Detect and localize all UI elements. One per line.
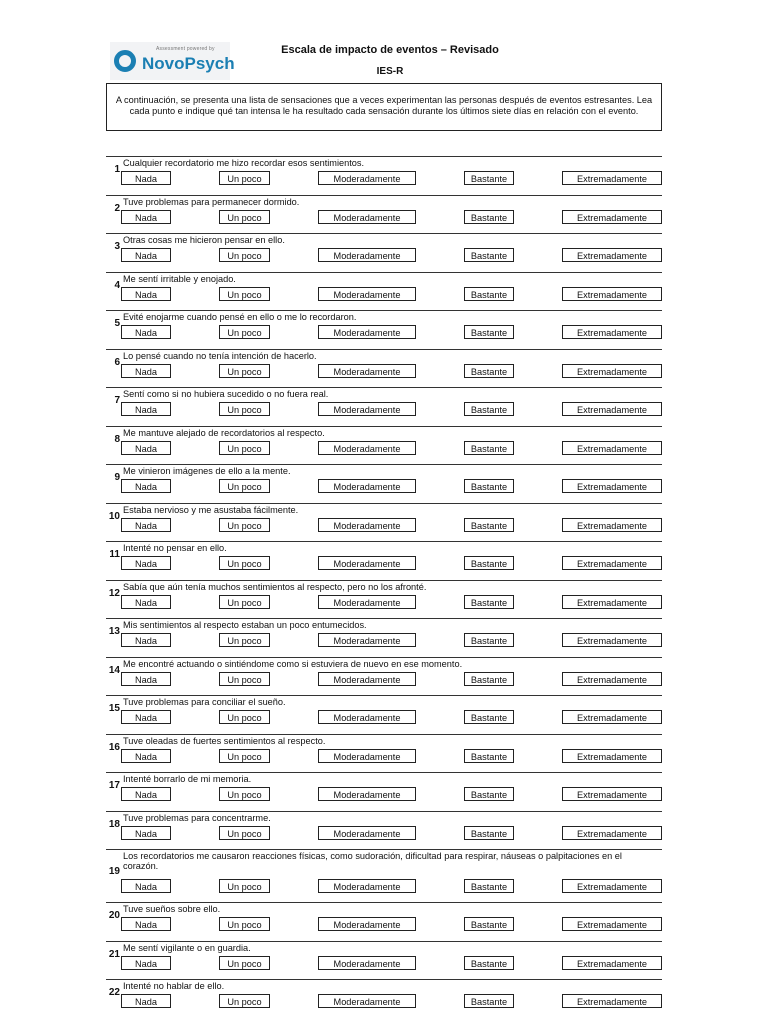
answer-option[interactable]: Moderadamente	[318, 956, 416, 970]
answer-option[interactable]: Un poco	[219, 633, 270, 647]
question-row	[106, 464, 662, 503]
question-text: Tuve problemas para concentrarme.	[123, 812, 271, 823]
answer-option[interactable]: Extremadamente	[562, 749, 662, 763]
answer-option[interactable]: Extremadamente	[562, 479, 662, 493]
answer-option[interactable]: Nada	[121, 994, 171, 1008]
question-row	[106, 811, 662, 850]
answer-option[interactable]: Nada	[121, 248, 171, 262]
answer-option[interactable]: Nada	[121, 287, 171, 301]
answer-option[interactable]: Un poco	[219, 287, 270, 301]
answer-option[interactable]: Extremadamente	[562, 248, 662, 262]
answer-option[interactable]: Bastante	[464, 826, 514, 840]
answer-option[interactable]: Un poco	[219, 749, 270, 763]
answer-option[interactable]: Extremadamente	[562, 917, 662, 931]
question-row	[106, 902, 662, 941]
question-row	[106, 849, 662, 902]
question-row	[106, 618, 662, 657]
question-text: Intenté no pensar en ello.	[123, 543, 227, 553]
answer-option[interactable]: Moderadamente	[318, 879, 416, 893]
question-text: Me sentí vigilante o en guardia.	[123, 942, 251, 953]
question-text: Tuve sueños sobre ello.	[123, 904, 221, 914]
answer-option[interactable]: Moderadamente	[318, 287, 416, 301]
answer-option[interactable]: Un poco	[219, 518, 270, 532]
question-row	[106, 772, 662, 811]
question-text: Tuve oleadas de fuertes sentimientos al respecto.	[123, 735, 326, 746]
question-row	[106, 272, 662, 311]
page-subtitle: IES-R	[376, 66, 404, 77]
question-row	[106, 387, 662, 426]
answer-option[interactable]: Nada	[121, 879, 171, 893]
answer-option[interactable]: Bastante	[464, 210, 514, 224]
answer-option[interactable]: Moderadamente	[318, 672, 416, 686]
answer-option[interactable]: Extremadamente	[562, 633, 662, 647]
answer-option[interactable]: Un poco	[219, 556, 270, 570]
answer-option[interactable]: Extremadamente	[562, 956, 662, 970]
question-text: Intenté no hablar de ello.	[123, 981, 225, 991]
question-row	[106, 310, 662, 349]
answer-option[interactable]: Moderadamente	[318, 749, 416, 763]
answer-option[interactable]: Nada	[121, 917, 171, 931]
logo-powered-text: Assessment powered by	[156, 46, 215, 52]
question-number: 20	[108, 910, 120, 921]
answer-option[interactable]: Moderadamente	[318, 826, 416, 840]
instructions-box: A continuación, se presenta una lista de sensaciones que a veces experimentan las personas después de eventos estresantes. Lea cada punto e indique qué tan intensa le ha resultado cada sensación durante los últimos siete días en relación con el evento.	[106, 83, 662, 131]
answer-option[interactable]: Moderadamente	[318, 171, 416, 185]
question-number: 16	[108, 741, 120, 753]
answer-option[interactable]: Un poco	[219, 325, 270, 339]
answer-option[interactable]: Extremadamente	[562, 518, 662, 532]
question-row	[106, 734, 662, 773]
question-text: Me sentí irritable y enojado.	[123, 273, 236, 284]
answer-option[interactable]: Nada	[121, 556, 171, 570]
answer-option[interactable]: Moderadamente	[318, 518, 416, 532]
answer-option[interactable]: Nada	[121, 710, 171, 724]
question-row	[106, 695, 662, 734]
answer-option[interactable]: Extremadamente	[562, 287, 662, 301]
answer-option[interactable]: Bastante	[464, 556, 514, 570]
question-row	[106, 349, 662, 388]
question-text: Los recordatorios me causaron reacciones físicas, como sudoración, dificultad para respirar, náuseas o palpitaciones en el corazón.	[123, 851, 622, 871]
answer-option[interactable]: Nada	[121, 826, 171, 840]
question-number: 11	[109, 549, 120, 560]
answer-option[interactable]: Nada	[121, 210, 171, 224]
page-title: Escala de impacto de eventos – Revisado	[281, 44, 499, 56]
answer-option[interactable]: Nada	[121, 479, 171, 493]
question-text: Lo pensé cuando no tenía intención de hacerlo.	[123, 350, 317, 361]
answer-option[interactable]: Nada	[121, 441, 171, 455]
answer-option[interactable]: Nada	[121, 364, 171, 378]
question-text: Me mantuve alejado de recordatorios al respecto.	[123, 427, 325, 438]
answer-option[interactable]: Moderadamente	[318, 364, 416, 378]
answer-option[interactable]: Nada	[121, 325, 171, 339]
question-text: Cualquier recordatorio me hizo recordar esos sentimientos.	[123, 158, 365, 168]
logo-brand-text: NovoPsych	[142, 54, 235, 73]
answer-option[interactable]: Un poco	[219, 826, 270, 840]
answer-option[interactable]: Un poco	[219, 210, 270, 224]
answer-option[interactable]: Nada	[121, 672, 171, 686]
question-row	[106, 503, 662, 542]
answer-option[interactable]: Un poco	[219, 917, 270, 931]
question-row	[106, 195, 662, 234]
question-number: 4	[114, 279, 120, 291]
answer-option[interactable]: Extremadamente	[562, 325, 662, 339]
question-text: Sentí como si no hubiera sucedido o no fuera real.	[123, 389, 329, 399]
answer-option[interactable]: Bastante	[464, 248, 514, 262]
answer-option[interactable]: Extremadamente	[562, 171, 662, 185]
answer-option[interactable]: Bastante	[464, 672, 514, 686]
question-row	[106, 941, 662, 980]
answer-option[interactable]: Extremadamente	[562, 556, 662, 570]
question-row	[106, 979, 662, 1018]
answer-option[interactable]: Extremadamente	[562, 672, 662, 686]
answer-option[interactable]: Bastante	[464, 595, 514, 609]
answer-option[interactable]: Un poco	[219, 171, 270, 185]
question-number: 21	[108, 948, 120, 960]
answer-option[interactable]: Bastante	[464, 325, 514, 339]
question-number: 10	[108, 510, 120, 522]
question-number: 14	[108, 664, 120, 676]
answer-option[interactable]: Moderadamente	[318, 595, 416, 609]
answer-option[interactable]: Moderadamente	[318, 402, 416, 416]
question-text: Mis sentimientos al respecto estaban un poco entumecidos.	[123, 620, 367, 630]
question-number: 3	[114, 241, 120, 252]
answer-option[interactable]: Un poco	[219, 479, 270, 493]
question-number: 8	[114, 433, 120, 445]
question-text: Estaba nervioso y me asustaba fácilmente.	[123, 504, 299, 515]
answer-option[interactable]: Bastante	[464, 518, 514, 532]
question-row	[106, 233, 662, 272]
question-number: 15	[108, 703, 120, 714]
answer-option[interactable]: Moderadamente	[318, 248, 416, 262]
question-number: 13	[108, 626, 120, 637]
answer-option[interactable]: Extremadamente	[562, 210, 662, 224]
answer-option[interactable]: Extremadamente	[562, 595, 662, 609]
answer-option[interactable]: Extremadamente	[562, 994, 662, 1008]
answer-option[interactable]: Bastante	[464, 994, 514, 1008]
answer-option[interactable]: Bastante	[464, 879, 514, 893]
answer-option[interactable]: Un poco	[219, 595, 270, 609]
question-text: Otras cosas me hicieron pensar en ello.	[123, 235, 285, 245]
question-text: Me encontré actuando o sintiéndome como si estuviera de nuevo en ese momento.	[123, 658, 463, 669]
answer-option[interactable]: Bastante	[464, 710, 514, 724]
answer-option[interactable]: Un poco	[219, 879, 270, 893]
answer-option[interactable]: Bastante	[464, 917, 514, 931]
answer-option[interactable]: Bastante	[464, 402, 514, 416]
question-text: Tuve problemas para permanecer dormido.	[123, 196, 300, 207]
question-number: 9	[114, 472, 120, 483]
answer-option[interactable]: Bastante	[464, 364, 514, 378]
answer-option[interactable]: Un poco	[219, 672, 270, 686]
question-row	[106, 541, 662, 580]
answer-option[interactable]: Un poco	[219, 441, 270, 455]
question-number: 18	[108, 818, 120, 830]
question-number: 19	[108, 866, 120, 877]
question-text: Sabía que aún tenía muchos sentimientos al respecto, pero no los afronté.	[123, 581, 427, 592]
question-text: Evité enojarme cuando pensé en ello o me lo recordaron.	[123, 312, 357, 322]
logo-ring-icon	[114, 50, 136, 72]
answer-option[interactable]: Un poco	[219, 956, 270, 970]
answer-option[interactable]: Moderadamente	[318, 479, 416, 493]
answer-option[interactable]: Extremadamente	[562, 826, 662, 840]
answer-option[interactable]: Extremadamente	[562, 364, 662, 378]
answer-option[interactable]: Bastante	[464, 749, 514, 763]
question-number: 12	[108, 587, 120, 599]
novopsych-logo	[110, 42, 235, 80]
question-row	[106, 657, 662, 696]
answer-option[interactable]: Bastante	[464, 441, 514, 455]
answer-option[interactable]: Bastante	[464, 479, 514, 493]
answer-option[interactable]: Moderadamente	[318, 633, 416, 647]
answer-option[interactable]: Extremadamente	[562, 710, 662, 724]
answer-option[interactable]: Moderadamente	[318, 210, 416, 224]
answer-option[interactable]: Un poco	[219, 402, 270, 416]
answer-option[interactable]: Moderadamente	[318, 325, 416, 339]
question-text: Me vinieron imágenes de ello a la mente.	[123, 466, 291, 476]
question-text: Intenté borrarlo de mi memoria.	[123, 774, 252, 784]
answer-option[interactable]: Un poco	[219, 248, 270, 262]
answer-option[interactable]: Bastante	[464, 287, 514, 301]
answer-option[interactable]: Nada	[121, 171, 171, 185]
answer-option[interactable]: Extremadamente	[562, 787, 662, 801]
question-number: 2	[114, 202, 120, 214]
question-row	[106, 426, 662, 465]
answer-option[interactable]: Un poco	[219, 994, 270, 1008]
question-text: Tuve problemas para conciliar el sueño.	[123, 697, 286, 707]
answer-option[interactable]: Bastante	[464, 787, 514, 801]
answer-option[interactable]: Bastante	[464, 956, 514, 970]
question-number: 22	[108, 987, 120, 998]
question-row	[106, 580, 662, 619]
answer-option[interactable]: Moderadamente	[318, 441, 416, 455]
answer-option[interactable]: Bastante	[464, 171, 514, 185]
answer-option[interactable]: Nada	[121, 518, 171, 532]
answer-option[interactable]: Nada	[121, 787, 171, 801]
answer-option[interactable]: Nada	[121, 956, 171, 970]
answer-option[interactable]: Bastante	[464, 633, 514, 647]
question-number: 5	[114, 318, 120, 329]
question-number: 6	[114, 356, 120, 368]
answer-option[interactable]: Moderadamente	[318, 556, 416, 570]
answer-option[interactable]: Extremadamente	[562, 879, 662, 893]
answer-option[interactable]: Moderadamente	[318, 994, 416, 1008]
answer-option[interactable]: Extremadamente	[562, 402, 662, 416]
answer-option[interactable]: Nada	[121, 402, 171, 416]
answer-option[interactable]: Moderadamente	[318, 787, 416, 801]
answer-option[interactable]: Un poco	[219, 364, 270, 378]
answer-option[interactable]: Moderadamente	[318, 917, 416, 931]
question-number: 7	[114, 395, 120, 406]
question-number: 1	[114, 164, 120, 175]
question-number: 17	[108, 780, 120, 791]
answer-option[interactable]: Moderadamente	[318, 710, 416, 724]
answer-option[interactable]: Un poco	[219, 710, 270, 724]
answer-option[interactable]: Un poco	[219, 787, 270, 801]
answer-option[interactable]: Nada	[121, 633, 171, 647]
answer-option[interactable]: Nada	[121, 749, 171, 763]
answer-option[interactable]: Nada	[121, 595, 171, 609]
answer-option[interactable]: Extremadamente	[562, 441, 662, 455]
question-row	[106, 156, 662, 195]
questionnaire-items	[106, 156, 662, 1018]
